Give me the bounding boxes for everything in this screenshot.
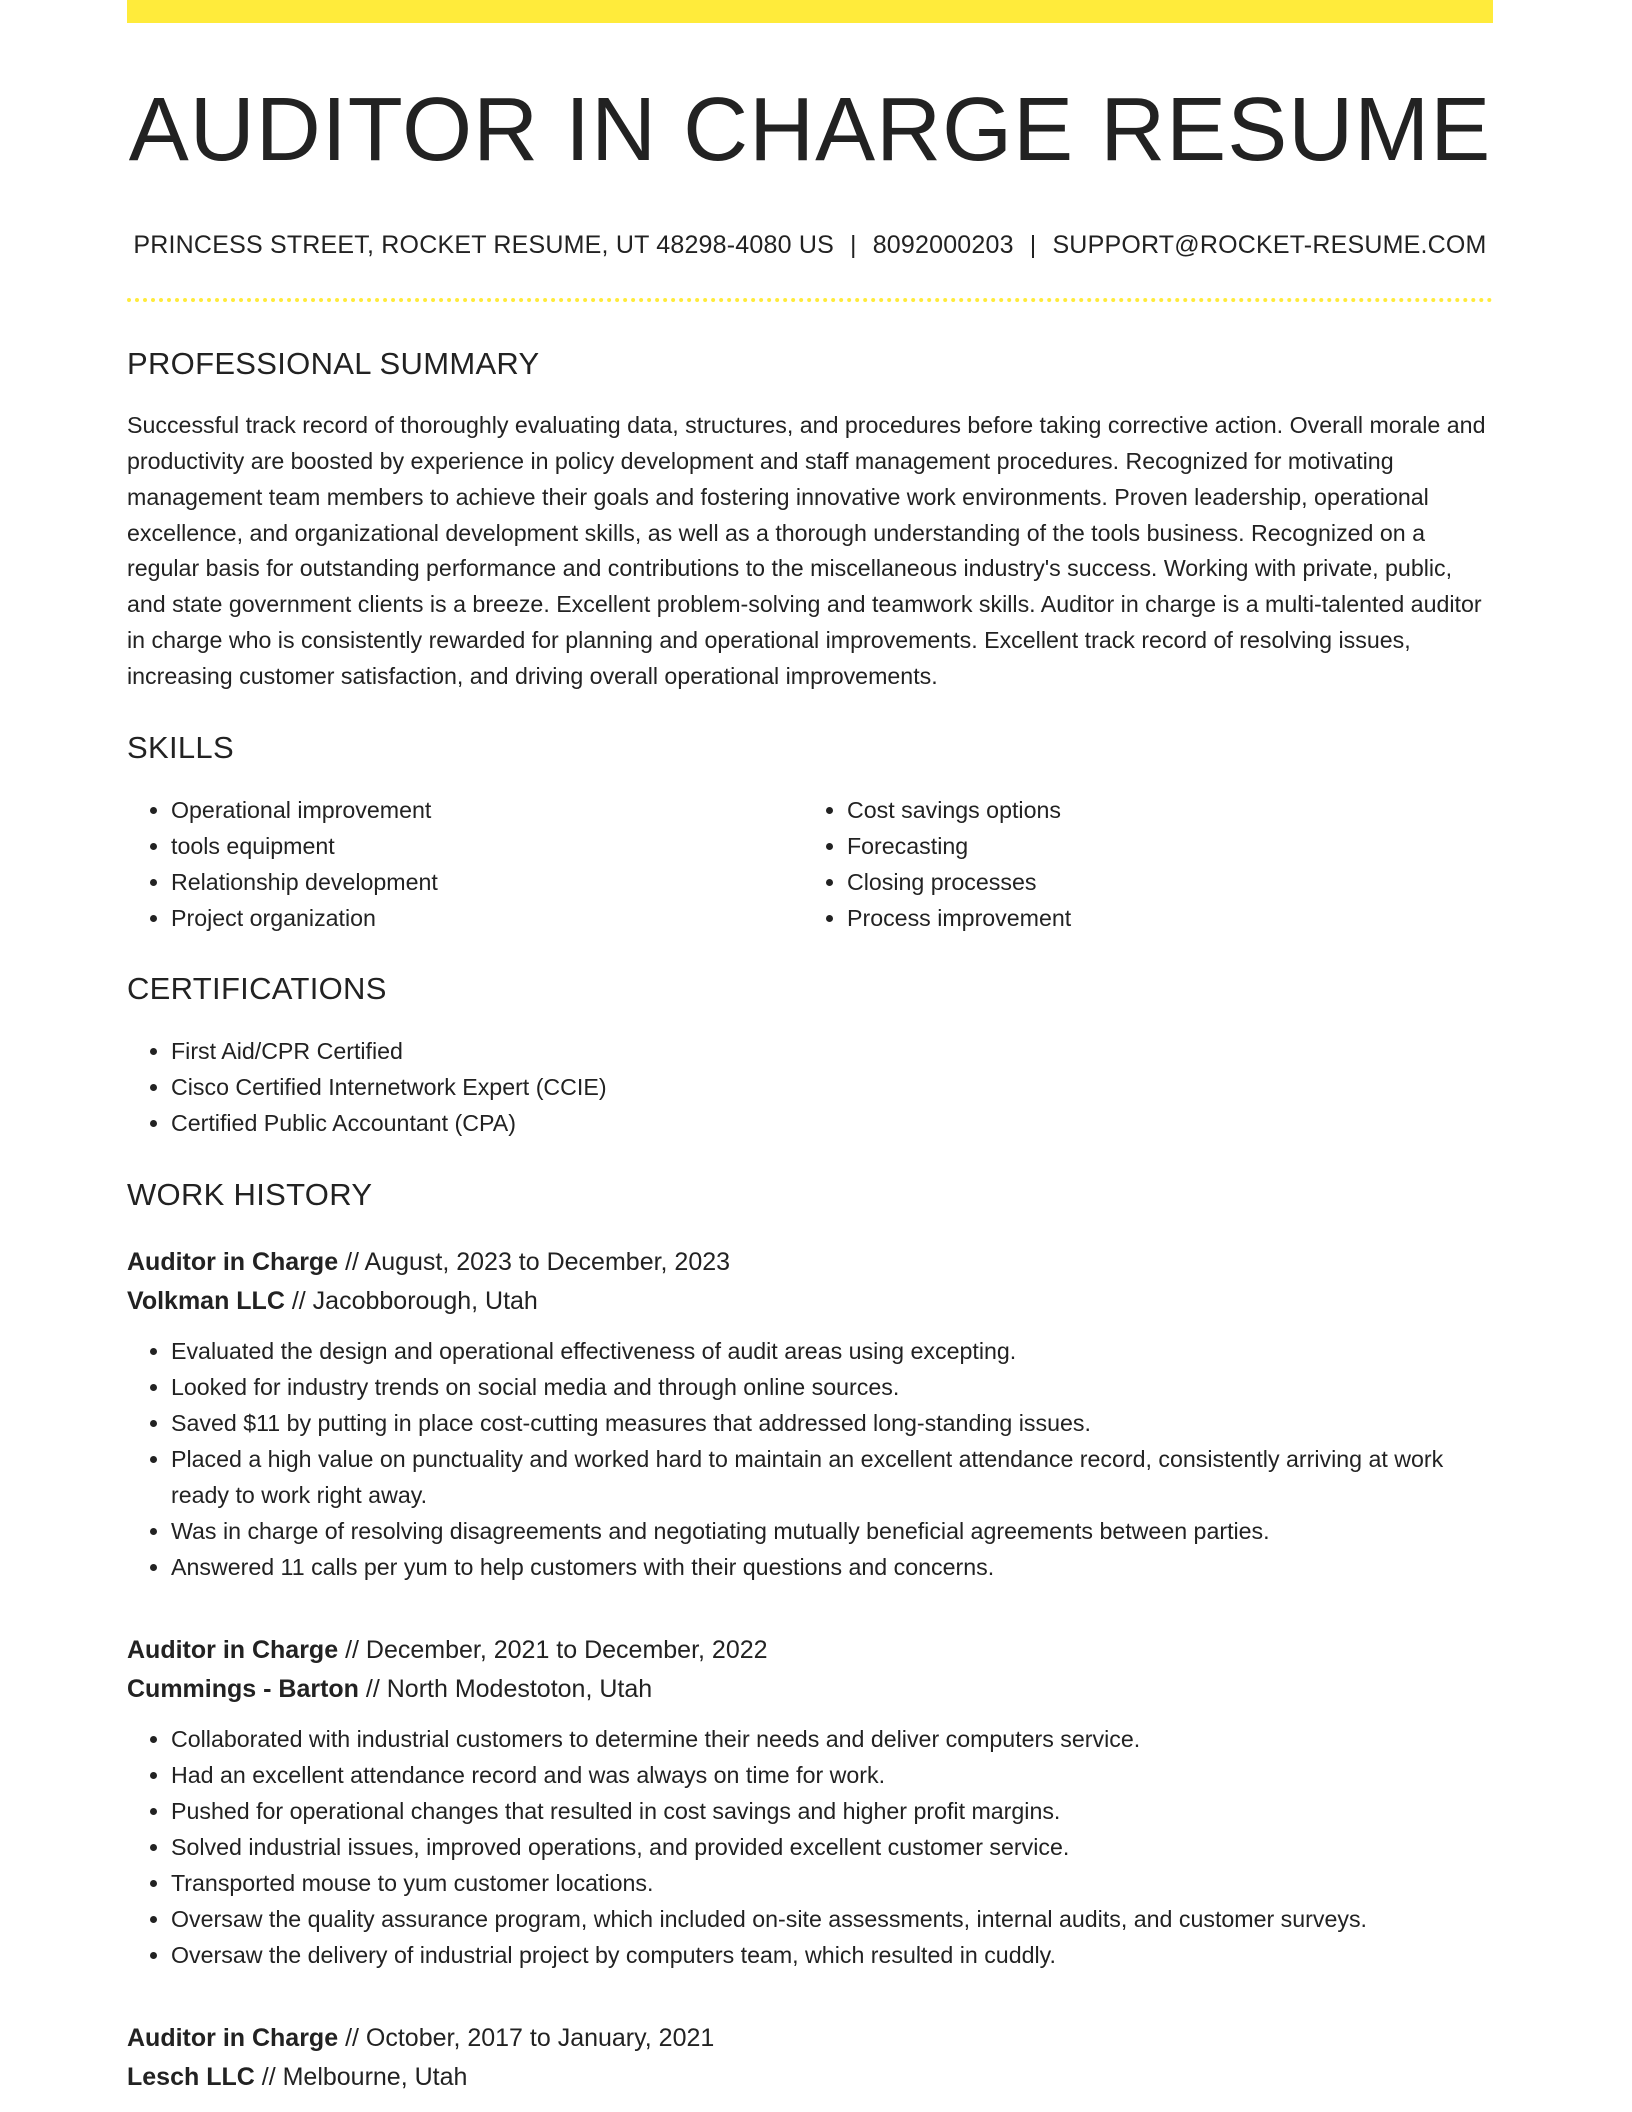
job-bullet: • Answered 11 calls per yum to help customers with their questions and concerns. [171,1549,1493,1585]
job-dates: // October, 2017 to January, 2021 [345,2024,715,2053]
job-bullet: • Evaluated the design and operational effectiveness of audit areas using excepting. [171,1333,1493,1369]
skills-column-left [127,792,801,936]
job-entry [127,1631,1493,1973]
job-bullets [127,1721,1493,1973]
certification-item: • Certified Public Accountant (CPA) [171,1105,1493,1141]
job-company-line [127,2058,1493,2097]
job-bullet: • Saved $11 by putting in place cost-cutting measures that addressed long-standing issues. [171,1405,1493,1441]
contact-phone: 8092000203 [872,231,1014,259]
contact-line [127,230,1493,260]
job-company-line [127,1670,1493,1709]
job-bullet: • Transported mouse to yum customer locations. [171,1865,1493,1901]
job-bullet: • Pushed for operational changes that resulted in cost savings and higher profit margins. [171,1793,1493,1829]
skills-list [127,792,1493,936]
job-title: Auditor in Charge [127,1248,339,1277]
skill-item: • Relationship development [171,864,801,900]
certifications-heading: CERTIFICATIONS [127,970,387,1006]
job-location: // Melbourne, Utah [261,2063,468,2092]
job-bullet: • Was in charge of resolving disagreements and negotiating mutually beneficial agreements between parties. [171,1513,1493,1549]
job-bullet: • Collaborated with industrial customers to determine their needs and deliver computers service. [171,1721,1493,1757]
job-bullet: • Oversaw the quality assurance program, which included on-site assessments, internal audits, and customer surveys. [171,1901,1493,1937]
work-history-heading: WORK HISTORY [127,1176,373,1212]
skill-item: • Process improvement [847,900,1477,936]
summary-text: Successful track record of thoroughly evaluating data, structures, and procedures before taking corrective action. Overall morale and productivity are boosted by experience in policy development and staff management procedures. Recognized for motivating management team members to achieve their goals and fostering innovative work environments. Proven leadership, operational excellence, and organizational development skills, as well as a thorough understanding of the tools business. Recognized on a regular basis for outstanding performance and contributions to the miscellaneous industry's success. Working with private, public, and state government clients is a breeze. Excellent problem-solving and teamwork skills. Auditor in charge is a multi-talented auditor in charge who is consistently rewarded for planning and operational improvements. Excellent track record of resolving issues, increasing customer satisfaction, and driving overall operational improvements. [127,412,1486,689]
certifications-list [127,1033,1493,1141]
skill-item: • Cost savings options [847,792,1477,828]
skill-item: • Forecasting [847,828,1477,864]
job-bullet: • Had an excellent attendance record and was always on time for work. [171,1757,1493,1793]
dotted-divider [127,298,1493,302]
skill-item: • Operational improvement [171,792,801,828]
resume-title: AUDITOR IN CHARGE RESUME [128,80,1492,180]
job-title-line [127,2019,1493,2058]
contact-separator: | [849,231,857,259]
job-bullets [127,1333,1493,1585]
resume-page [127,0,1493,2097]
job-title: Auditor in Charge [127,2024,339,2053]
job-company: Lesch LLC [127,2063,255,2092]
job-location: // North Modestoton, Utah [365,1675,653,1704]
job-dates: // December, 2021 to December, 2022 [345,1636,768,1665]
job-bullet: • Placed a high value on punctuality and worked hard to maintain an excellent attendance record, consistently arriving at work ready to work right away. [171,1441,1493,1513]
contact-separator: | [1029,231,1037,259]
skill-item: • tools equipment [171,828,801,864]
job-bullet: • Oversaw the delivery of industrial project by computers team, which resulted in cuddly. [171,1937,1493,1973]
job-company: Cummings - Barton [127,1675,359,1704]
contact-email: SUPPORT@ROCKET-RESUME.COM [1052,231,1487,259]
job-title-line [127,1631,1493,1670]
certification-item: • Cisco Certified Internetwork Expert (CCIE) [171,1069,1493,1105]
skill-item: • Project organization [171,900,801,936]
certification-item: • First Aid/CPR Certified [171,1033,1493,1069]
job-company: Volkman LLC [127,1287,285,1316]
job-bullet: • Solved industrial issues, improved operations, and provided excellent customer service. [171,1829,1493,1865]
summary-heading: PROFESSIONAL SUMMARY [127,346,540,381]
job-dates: // August, 2023 to December, 2023 [345,1248,731,1277]
contact-address: PRINCESS STREET, ROCKET RESUME, UT 48298-4080 US [133,231,834,259]
job-entry [127,2019,1493,2097]
job-title: Auditor in Charge [127,1636,339,1665]
skill-item: • Closing processes [847,864,1477,900]
job-location: // Jacobborough, Utah [291,1287,538,1316]
job-bullet: • Looked for industry trends on social media and through online sources. [171,1369,1493,1405]
job-entry [127,1243,1493,1585]
job-title-line [127,1243,1493,1282]
job-company-line [127,1282,1493,1321]
skills-heading: SKILLS [127,729,234,765]
skills-column-right [801,792,1477,936]
accent-top-bar [127,0,1493,23]
